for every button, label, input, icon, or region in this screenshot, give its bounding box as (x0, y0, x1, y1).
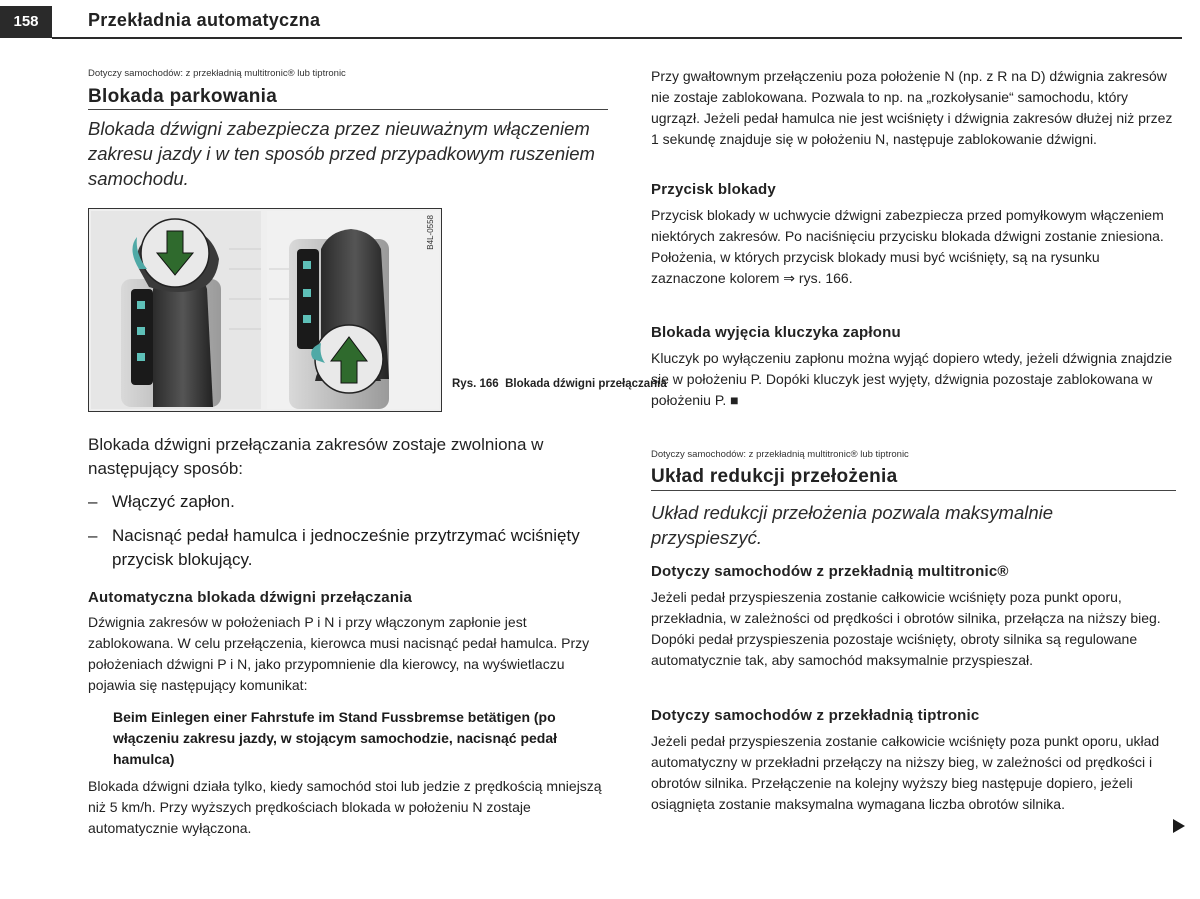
gear-lever-figure (88, 208, 442, 412)
gear-lever-illustration (89, 209, 441, 411)
subsection-title-lock-button: Przycisk blokady (651, 181, 776, 198)
release-intro: Blokada dźwigni przełączania zakresów zostaje zwolniona w następujący sposób: (88, 435, 544, 478)
subsection-title-auto-lock: Automatyczna blokada dźwigni przełączania (88, 589, 413, 606)
step-item (88, 524, 612, 572)
multitronic-body: Jeżeli pedał przyspieszenia zostanie całkowicie wciśnięty poza punkt oporu, przekładnia, w zależności od prędkości i obrotów silnika, przełącza na niższy bieg. Dopóki pedał przyspieszenia pozostaje wciśnięty, obroty silnika są regulowane automatycznie tak, aby samochód maksymalnie przyspieszał. (651, 589, 1161, 668)
figure-code: B4L-0558 (426, 215, 435, 250)
figure-caption (452, 376, 667, 392)
caption-prefix: Rys. 166 (452, 378, 499, 390)
chapter-title: Przekładnia automatyczna (88, 10, 321, 30)
step-item (88, 490, 612, 514)
final-paragraph: Blokada dźwigni działa tylko, kiedy samochód stoi lub jedzie z prędkością mniejszą niż 5 km/h. Przy wyższych prędkościach blokada w położeniu N zostaje automatycznie wyłączona. (88, 778, 602, 836)
continue-arrow-icon (1172, 818, 1186, 834)
section-title-parking-lock: Blokada parkowania (88, 86, 278, 107)
subsection-title-tiptronic: Dotyczy samochodów z przekładnią tiptronic (651, 707, 980, 724)
page-number: 158 (0, 6, 52, 38)
header-rule (52, 37, 1182, 39)
step-text: Nacisnąć pedał hamulca i jednocześnie przytrzymać wciśnięty przycisk blokujący. (112, 526, 580, 569)
dash-glyph: – (88, 526, 98, 545)
applies-note: Dotyczy samochodów: z przekładnią multitronic® lub tiptronic (651, 449, 909, 460)
section-rule (651, 490, 1176, 491)
applies-note: Dotyczy samochodów: z przekładnią multitronic® lub tiptronic (88, 68, 346, 79)
lock-button-body: Przycisk blokady w uchwycie dźwigni zabezpiecza przed pomyłkowym włączeniem niektórych zakresów. Po naciśnięciu przycisku blokada dźwigni zostanie zniesiona. Położenia, w których przycisk blokady musi być wciśnięty, są na rysunku zaznaczone kolorem ⇒ rys. 166. (651, 207, 1164, 286)
key-lock-body: Kluczyk po wyłączeniu zapłonu można wyjąć dopiero wtedy, jeżeli dźwignia znajdzie się w położeniu P. Dopóki kluczyk jest wyjęty, dźwignia pozostaje zablokowana w położeniu P. ■ (651, 350, 1173, 408)
kickdown-lead: Układ redukcji przełożenia pozwala maksymalnie przyspieszyć. (651, 502, 1054, 548)
dash-glyph: – (88, 492, 98, 511)
section-rule (88, 109, 608, 110)
tiptronic-body: Jeżeli pedał przyspieszenia zostanie całkowicie wciśnięty poza punkt oporu, układ automatyczny w przekładni przełączy na niższy bieg, w zależności od prędkości i obrotów silnika. Przełączenie na kolejny wyższy bieg następuje dopiero, jeżeli osiągnięta zostanie maksymalna wymagana liczba obrotów silnika. (651, 733, 1160, 812)
auto-lock-body: Dźwignia zakresów w położeniach P i N i przy włączonym zapłonie jest zablokowana. W celu przełączenia, kierowca musi nacisnąć pedał hamulca. Przy położeniach dźwigni P i N, jako przypomnienie dla kierowcy, na wyświetlaczu pojawia się następujący komunikat: (88, 614, 590, 693)
caption-text: Blokada dźwigni przełączania (505, 378, 667, 390)
intro-paragraph: Przy gwałtownym przełączeniu poza położenie N (np. z R na D) dźwignia zakresów nie zostaje zablokowana. Pozwala to np. na „rozkołysanie“ samochodu, który ugrzązł. Jeżeli pedał hamulca nie jest wciśnięty i dźwignia zakresów dłużej niż przez 1 sekundę znajduje się w położeniu N, następuje zablokowanie dźwigni. (651, 68, 1173, 147)
display-message: Beim Einlegen einer Fahrstufe im Stand Fussbremse betätigen (po włączeniu zakresu jazdy, w stojącym samochodzie, nacisnąć pedał hamulca) (113, 709, 558, 767)
subsection-title-multitronic: Dotyczy samochodów z przekładnią multitronic® (651, 563, 1009, 580)
subsection-title-key-lock: Blokada wyjęcia kluczyka zapłonu (651, 324, 901, 341)
section-title-kickdown: Układ redukcji przełożenia (651, 466, 898, 487)
step-text: Włączyć zapłon. (112, 492, 235, 511)
lead-paragraph: Blokada dźwigni zabezpiecza przez nieuważnym włączeniem zakresu jazdy i w ten sposób przed przypadkowym ruszeniem samochodu. (88, 118, 595, 189)
